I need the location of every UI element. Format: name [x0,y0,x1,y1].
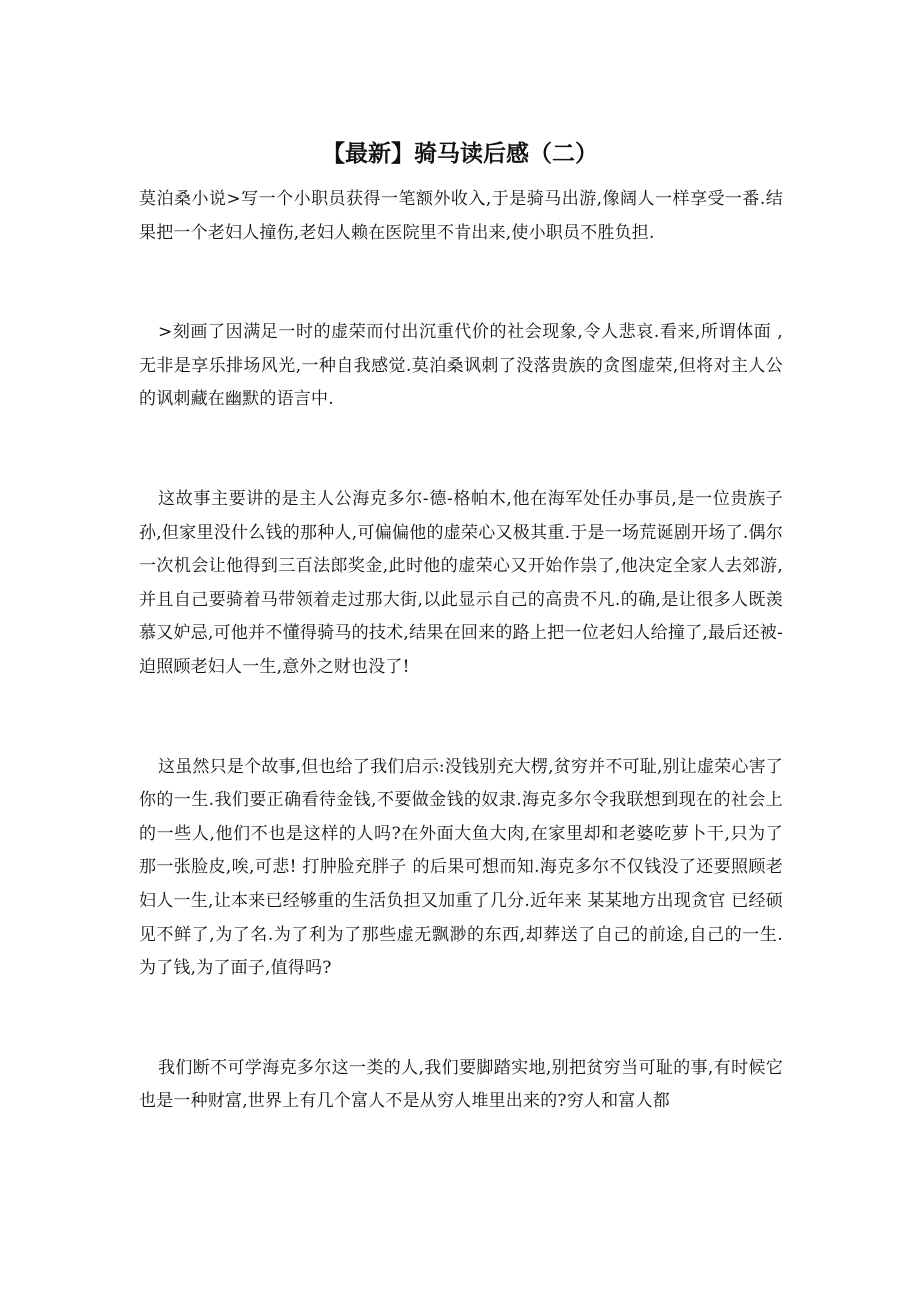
document-title: 【最新】骑马读后感（二） [322,141,598,167]
document-body [139,183,783,1119]
paragraph-5: 我们断不可学海克多尔这一类的人,我们要脚踏实地,别把贫穷当可耻的事,有时候它也是一种财富,世界上有几个富人不是从穷人堆里出来的?穷人和富人都 [139,1057,783,1112]
paragraph-4: 这虽然只是个故事,但也给了我们启示:没钱别充大楞,贫穷并不可耻,别让虚荣心害了你的一生.我们要正确看待金钱,不要做金钱的奴隶.海克多尔令我联想到现在的社会上的一些人,他们不也是这样的人吗?在外面大鱼大肉,在家里却和老婆吃萝卜干,只为了那一张脸皮,唉,可悲! 打肿脸充胖子 的后果可想而知.海克多尔不仅钱没了还要照顾老妇人一生,让本来已经够重的生活负担又加重了几分.近年来 某某地方出现贪官 已经硕见不鲜了,为了名.为了利为了那些虚无飘渺的东西,却葬送了自己的前途,自己的一生.为了钱,为了面子,值得吗? [139,756,783,979]
paragraph-3: 这故事主要讲的是主人公海克多尔-德-格帕木,他在海军处任办事员,是一位贵族子孙,但家里没什么钱的那种人,可偏偏他的虚荣心又极其重.于是一场荒诞剧开场了.偶尔一次机会让他得到三百法郎奖金,此时他的虚荣心又开始作祟了,他决定全家人去郊游,并且自己要骑着马带领着走过那大街,以此显示自己的高贵不凡.的确,是让很多人既羡慕又妒忌,可他并不懂得骑马的技术,结果在回来的路上把一位老妇人给撞了,最后还被-迫照顾老妇人一生,意外之财也没了! [139,488,783,677]
paragraph-1: 莫泊桑小说>写一个小职员获得一笔额外收入,于是骑马出游,像阔人一样享受一番.结果把一个老妇人撞伤,老妇人赖在医院里不肯出来,使小职员不胜负担. [139,189,783,243]
paragraph-2: >刻画了因满足一时的虚荣而付出沉重代价的社会现象,令人悲哀.看来,所谓体面 ,无非是享乐排场风光,一种自我感觉.莫泊桑讽刺了没落贵族的贪图虚荣,但将对主人公的讽刺藏在幽默的语言中. [139,322,783,410]
